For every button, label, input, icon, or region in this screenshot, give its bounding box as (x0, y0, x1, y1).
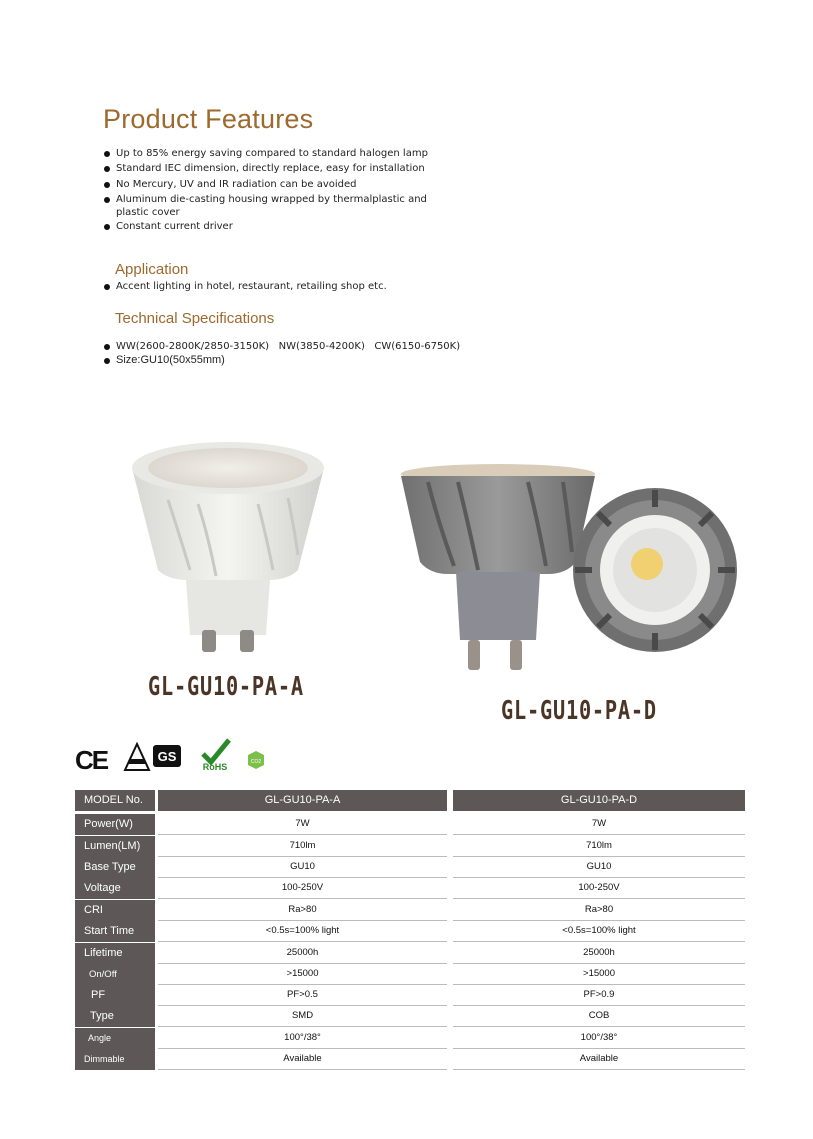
feature-item: Standard IEC dimension, directly replace, easy for installation (104, 162, 444, 176)
rohs-logo (199, 738, 233, 772)
cell-d: PF>0.9 (453, 985, 745, 1006)
model-d-label: GL-GU10-PA-D (501, 696, 657, 726)
cell-a: >15000 (158, 964, 447, 985)
page-title: Product Features (103, 104, 314, 134)
cell-a: <0.5s=100% light (158, 921, 447, 942)
cell-d: 710lm (453, 836, 745, 857)
row-label: On/Off (75, 964, 155, 985)
cell-d: 100-250V (453, 878, 745, 899)
header-model-d: GL-GU10-PA-D (453, 790, 745, 811)
table-row (75, 943, 745, 964)
table-row (75, 1028, 745, 1049)
row-label: Power(W) (75, 814, 155, 835)
cell-a: Available (158, 1049, 447, 1070)
co2-logo (247, 750, 265, 770)
svg-text:CO2: CO2 (250, 759, 262, 765)
cell-a: SMD (158, 1006, 447, 1027)
features-list (104, 147, 444, 233)
cell-a: 100°/38° (158, 1028, 447, 1049)
cell-d: GU10 (453, 857, 745, 878)
cell-a: GU10 (158, 857, 447, 878)
row-label: Start Time (75, 921, 155, 942)
row-label: CRI (75, 900, 155, 921)
feature-item: Aluminum die-casting housing wrapped by thermalplastic and plastic cover (104, 193, 436, 220)
table-row (75, 1049, 745, 1070)
header-model-a: GL-GU10-PA-A (158, 790, 447, 811)
cell-d: 100°/38° (453, 1028, 745, 1049)
technical-list (104, 340, 524, 367)
cell-d: 7W (453, 814, 745, 835)
table-header-row (75, 790, 745, 811)
feature-item: Up to 85% energy saving compared to standard halogen lamp (104, 147, 444, 161)
cell-d: <0.5s=100% light (453, 921, 745, 942)
table-row (75, 985, 745, 1006)
cell-a: 710lm (158, 836, 447, 857)
row-label: Angle (75, 1028, 155, 1049)
cell-a: 25000h (158, 943, 447, 964)
cell-a: 100-250V (158, 878, 447, 899)
row-label: Type (75, 1006, 155, 1027)
svg-text:GS: GS (157, 749, 177, 764)
table-row (75, 900, 745, 921)
cell-d: 25000h (453, 943, 745, 964)
row-label: Lifetime (75, 943, 155, 964)
table-row (75, 814, 745, 835)
model-a-label: GL-GU10-PA-A (148, 672, 304, 702)
row-label: Dimmable (75, 1049, 155, 1070)
lamp-d-front-image (570, 485, 740, 655)
table-row (75, 1006, 745, 1027)
table-row (75, 921, 745, 942)
feature-item: Constant current driver (104, 220, 444, 234)
cell-d: >15000 (453, 964, 745, 985)
gs-logo (123, 742, 185, 772)
cell-d: COB (453, 1006, 745, 1027)
cell-d: Available (453, 1049, 745, 1070)
technical-heading: Technical Specifications (115, 310, 275, 327)
svg-text:RoHS: RoHS (202, 762, 228, 772)
cell-a: Ra>80 (158, 900, 447, 921)
lamp-a-image (128, 430, 328, 660)
row-label: Base Type (75, 857, 155, 878)
lamp-d-image (398, 462, 598, 677)
header-label: MODEL No. (75, 790, 155, 811)
application-item: Accent lighting in hotel, restaurant, retailing shop etc. (104, 280, 504, 294)
application-heading: Application (115, 261, 189, 278)
table-row (75, 964, 745, 985)
row-label: Lumen(LM) (75, 836, 155, 857)
technical-item: Size:GU10(50x55mm) (104, 354, 524, 368)
cell-a: 7W (158, 814, 447, 835)
table-row (75, 836, 745, 857)
technical-item: WW(2600-2800K/2850-3150K) NW(3850-4200K) CW(6150-6750K) (104, 340, 524, 354)
application-list (104, 280, 504, 294)
table-row (75, 857, 745, 878)
table-row (75, 878, 745, 899)
feature-item: No Mercury, UV and IR radiation can be avoided (104, 178, 444, 192)
ce-logo: CE (75, 745, 108, 775)
cell-d: Ra>80 (453, 900, 745, 921)
row-label: PF (75, 985, 155, 1006)
row-label: Voltage (75, 878, 155, 899)
cell-a: PF>0.5 (158, 985, 447, 1006)
